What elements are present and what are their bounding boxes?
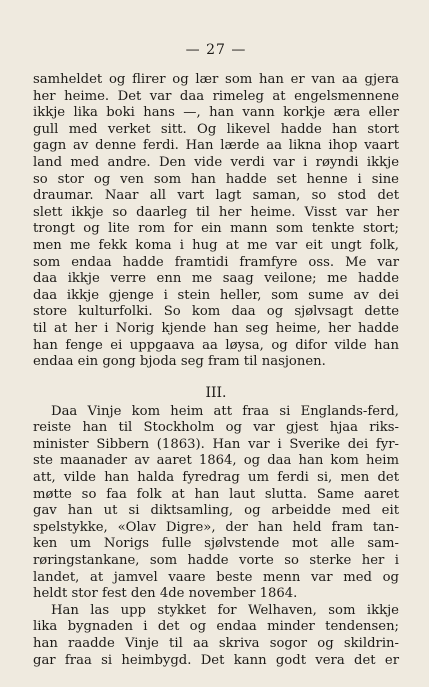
- text-line: som endaa hadde framtidi framfyre oss. Me var: [33, 254, 399, 270]
- text-line: land med andre. Den vide verdi var i røyndi ikkje: [33, 154, 399, 170]
- text-line: Daa Vinje kom heim att fraa si Englands-ferd,: [51, 403, 399, 419]
- text-line: røringstankane, som hadde vorte so sterke her i: [33, 553, 399, 569]
- paragraph-1: [33, 72, 399, 371]
- text-line: endaa ein gong bjoda seg fram til nasjonen.: [33, 354, 326, 370]
- text-line: daa ikkje verre enn me saag veilone; me hadde: [33, 271, 399, 287]
- text-line: so stor og ven som han hadde set henne i sine: [33, 171, 399, 187]
- section-heading: III.: [205, 384, 227, 401]
- paragraph-3: [33, 603, 399, 669]
- text-line: landet, at jamvel vaare beste menn var med og: [33, 569, 399, 585]
- text-line: gar fraa si heimbygd. Det kann godt vera det er: [33, 652, 399, 668]
- text-line: store kulturfolki. So kom daa og sjølvsagt dette: [33, 304, 399, 320]
- text-line: att, vilde han halda fyredrag um ferdi si, men det: [33, 470, 399, 486]
- text-line: ken um Norigs fulle sjølvstende mot alle sam-: [33, 536, 399, 552]
- text-line: slett ikkje so daarleg til her heime. Visst var her: [33, 204, 399, 220]
- text-line: trongt og lite rom for ein mann som tenkte stort;: [33, 221, 399, 237]
- paragraph-2: [33, 404, 399, 603]
- text-line: heldt stor fest den 4de november 1864.: [33, 586, 298, 602]
- text-line: spelstykke, «Olav Digre», der han held fram tan-: [33, 519, 399, 535]
- text-line: møtte so faa folk at han laut slutta. Same aaret: [33, 486, 399, 502]
- text-line: minister Sibbern (1863). Han var i Sverike dei fyr-: [33, 436, 399, 452]
- page-number: — 27 —: [185, 42, 247, 58]
- text-line: draumar. Naar all vart lagt saman, so stod det: [33, 188, 399, 204]
- text-line: lika bygnaden i det og endaa minder tendensen;: [33, 619, 399, 635]
- text-line: reiste han til Stockholm og var gjest hjaa riks-: [33, 420, 399, 436]
- text-line: ste maanader av aaret 1864, og daa han kom heim: [33, 453, 399, 469]
- text-line: men me fekk koma i hug at me var eit ungt folk,: [33, 237, 399, 253]
- text-line: her heime. Det var daa rimeleg at engelsmennene: [33, 88, 399, 104]
- text-line: ikkje lika boki hans —, han vann korkje æra eller: [33, 105, 399, 121]
- text-line: gagn av denne ferdi. Han lærde aa likna ihop vaart: [33, 138, 399, 154]
- text-line: daa ikkje gjenge i stein heller, som sume av dei: [33, 287, 399, 303]
- text-line: Han las upp stykket for Welhaven, som ikkje: [51, 602, 399, 618]
- text-line: til at her i Norig kjende han seg heime, her hadde: [33, 320, 399, 336]
- text-line: gav han ut si diktsamling, og arbeidde med eit: [33, 503, 399, 519]
- text-line: gull med verket sitt. Og likevel hadde han stort: [33, 121, 399, 137]
- text-line: han raadde Vinje til aa skriva sogor og skildrin-: [33, 636, 399, 651]
- text-line: samheldet og flirer og lær som han er van aa gjera: [33, 72, 399, 87]
- text-line: han fenge ei uppgaava aa løysa, og difor vilde han: [33, 337, 399, 353]
